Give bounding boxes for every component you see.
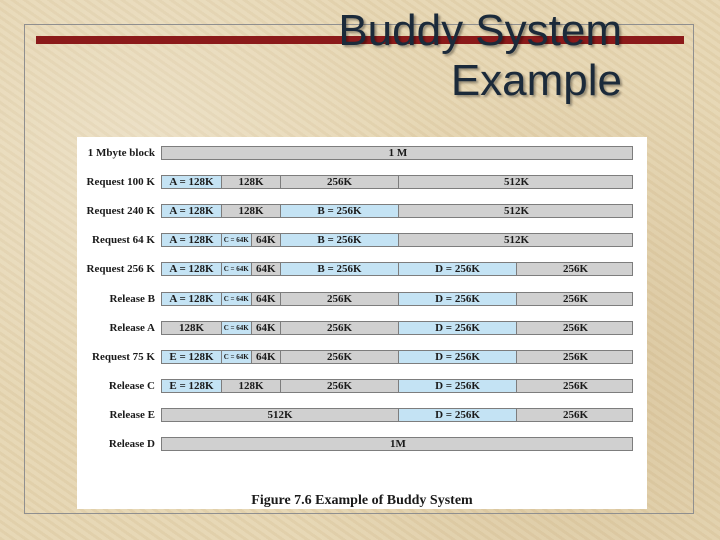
allocated-block: B = 256K bbox=[280, 263, 398, 275]
free-block: 256K bbox=[516, 409, 634, 421]
free-block: 64K bbox=[251, 263, 281, 275]
allocated-block: C = 64K bbox=[221, 234, 251, 246]
allocated-block: A = 128K bbox=[162, 176, 221, 188]
free-block: 256K bbox=[516, 293, 634, 305]
buddy-system-figure bbox=[77, 137, 647, 509]
allocated-block: A = 128K bbox=[162, 263, 221, 275]
free-block: 256K bbox=[280, 322, 398, 334]
free-block: 256K bbox=[516, 351, 634, 363]
free-block: 512K bbox=[398, 234, 634, 246]
memory-bar bbox=[161, 408, 633, 422]
allocated-block: B = 256K bbox=[280, 205, 398, 217]
memory-bar bbox=[161, 292, 633, 306]
free-block: 256K bbox=[280, 293, 398, 305]
free-block: 64K bbox=[251, 293, 281, 305]
allocated-block: A = 128K bbox=[162, 293, 221, 305]
free-block: 256K bbox=[516, 263, 634, 275]
row-label: Request 240 K bbox=[86, 205, 155, 218]
memory-bar bbox=[161, 379, 633, 393]
allocated-block: D = 256K bbox=[398, 351, 516, 363]
row-label: 1 Mbyte block bbox=[87, 147, 155, 159]
row-label: Release D bbox=[108, 438, 155, 450]
free-block: 128K bbox=[221, 176, 280, 188]
free-block: 1 M bbox=[388, 147, 408, 159]
free-block: 256K bbox=[516, 322, 634, 334]
free-block: 64K bbox=[251, 351, 281, 363]
memory-bar bbox=[161, 350, 633, 364]
allocated-block: D = 256K bbox=[398, 380, 516, 392]
free-block: 256K bbox=[280, 176, 398, 188]
free-block: 512K bbox=[398, 205, 634, 217]
memory-bar bbox=[161, 233, 633, 247]
row-label: Release C bbox=[108, 379, 155, 392]
allocated-block: A = 128K bbox=[162, 205, 221, 217]
memory-bar bbox=[161, 262, 633, 276]
free-block: 256K bbox=[280, 380, 398, 392]
allocated-block: E = 128K bbox=[162, 351, 221, 363]
allocated-block: B = 256K bbox=[280, 234, 398, 246]
slide-title bbox=[338, 6, 622, 106]
free-block: 512K bbox=[398, 176, 634, 188]
memory-bar bbox=[161, 204, 633, 218]
title-line-2: Example bbox=[450, 56, 622, 105]
memory-bar bbox=[161, 175, 633, 189]
free-block: 64K bbox=[251, 234, 281, 246]
allocated-block: E = 128K bbox=[162, 380, 221, 392]
free-block: 128K bbox=[221, 380, 280, 392]
row-label: Release B bbox=[109, 292, 155, 305]
row-label: Request 64 K bbox=[92, 234, 155, 247]
row-label: Release A bbox=[109, 321, 155, 334]
free-block: 512K bbox=[267, 408, 293, 421]
allocated-block: A = 128K bbox=[162, 234, 221, 246]
figure-caption: Figure 7.6 Example of Buddy System bbox=[251, 493, 473, 508]
allocated-block: C = 64K bbox=[221, 351, 251, 363]
free-block: 64K bbox=[251, 322, 281, 334]
row-label: Request 100 K bbox=[86, 176, 155, 189]
memory-bar bbox=[161, 437, 633, 451]
allocated-block: D = 256K bbox=[398, 293, 516, 305]
allocated-block: C = 64K bbox=[221, 263, 251, 275]
title-line-1: Buddy System bbox=[338, 6, 622, 55]
row-label: Request 75 K bbox=[92, 350, 155, 363]
allocated-block: C = 64K bbox=[221, 293, 251, 305]
allocated-block: D = 256K bbox=[398, 322, 516, 334]
row-label: Release E bbox=[109, 408, 155, 421]
allocated-block: C = 64K bbox=[221, 322, 251, 334]
free-block: 128K bbox=[221, 205, 280, 217]
row-label: Request 256 K bbox=[86, 263, 155, 276]
free-block: 256K bbox=[280, 351, 398, 363]
memory-bar bbox=[161, 321, 633, 335]
allocated-block: D = 256K bbox=[398, 263, 516, 275]
free-block: 1M bbox=[390, 438, 406, 450]
memory-bar bbox=[161, 146, 633, 160]
allocated-block: D = 256K bbox=[398, 409, 516, 421]
free-block: 256K bbox=[516, 380, 634, 392]
free-block: 128K bbox=[178, 321, 205, 334]
